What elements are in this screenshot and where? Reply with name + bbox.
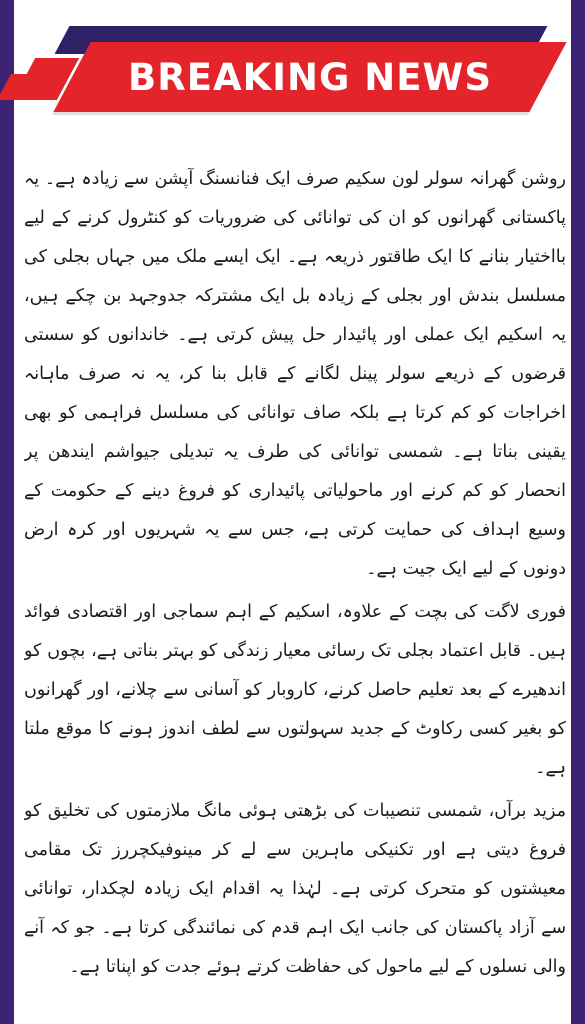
left-border (0, 0, 14, 1024)
right-border (571, 0, 585, 1024)
breaking-news-banner (0, 0, 585, 140)
article-paragraph-2: فوری لاگت کی بچت کے علاوہ، اسکیم کے اہم سماجی اور اقتصادی فوائد ہیں۔ قابل اعتماد بجلی تک رسائی معیار زندگی کو بہتر بناتی ہے، بچوں کو اندھیرے کے بعد تعلیم حاصل کرنے، کاروبار کو آسانی سے چلانے، اور گھرانوں کو بغیر کسی رکاوٹ کے جدید سہولتوں سے لطف اندوز ہونے کا موقع ملتا ہے۔ (24, 602, 566, 778)
article-paragraph-1: روشن گھرانہ سولر لون سکیم صرف ایک فنانسنگ آپشن سے زیادہ ہے۔ یہ پاکستانی گھرانوں کو ان کی توانائی کی ضروریات کو کنٹرول کرنے کے لیے بااختیار بنانے کا ایک طاقتور ذریعہ ہے۔ ایک ایسے ملک میں جہاں بجلی کی مسلسل بندش اور بجلی کے زیادہ بل ایک مشترکہ جدوجہد بن چکے ہیں، یہ اسکیم ایک عملی اور پائیدار حل پیش کرتی ہے۔ خاندانوں کو سستی قرضوں کے ذریعے سولر پینل لگانے کے قابل بنا کر، یہ نہ صرف ماہانہ اخراجات کو کم کرتا ہے بلکہ صاف توانائی کی مسلسل فراہمی کو بھی یقینی بناتا ہے۔ شمسی توانائی کی طرف یہ تبدیلی جیواشم ایندھن پر انحصار کو کم کرنے اور ماحولیاتی پائیداری کو فروغ دینے کے حکومت کے وسیع اہداف کی حمایت کرتی ہے، جس سے یہ شہریوں اور کرہ ارض دونوں کے لیے ایک جیت ہے۔ (24, 169, 566, 579)
banner-title: BREAKING NEWS (128, 55, 492, 99)
article-paragraph-3: مزید برآں، شمسی تنصیبات کی بڑھتی ہوئی مانگ ملازمتوں کی تخلیق کو فروغ دیتی ہے اور تکنیکی ماہرین سے لے کر مینوفیکچررز تک مقامی معیشتوں کو متحرک کرتی ہے۔ لہٰذا یہ اقدام ایک زیادہ لچکدار، توانائی سے آزاد پاکستان کی جانب ایک اہم قدم کی نمائندگی کرتا ہے۔ جو کہ آنے والی نسلوں کے لیے ماحول کی حفاظت کرتے ہوئے جدت کو اپناتا ہے۔ (24, 801, 566, 977)
news-article (24, 160, 566, 1010)
